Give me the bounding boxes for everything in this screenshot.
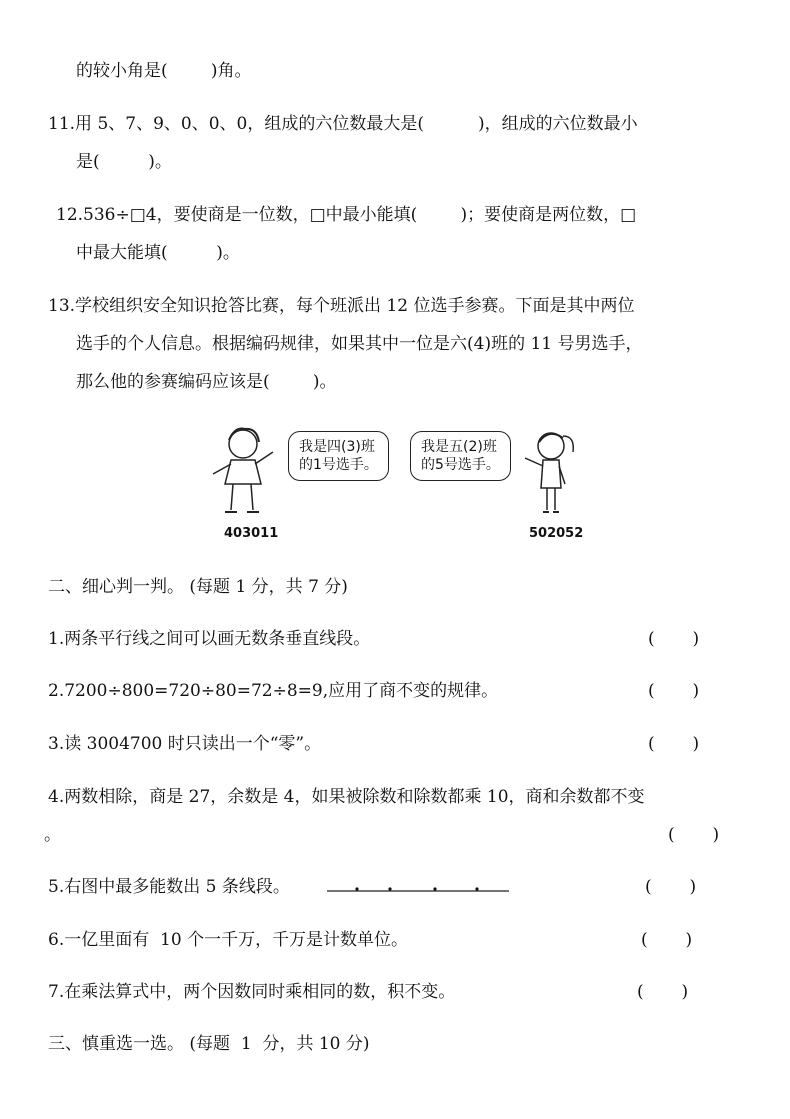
judge-item-4-tail: 。 [44,825,61,845]
section2-heading: 二、细心判一判。 (每题 1 分，共 7 分) [48,577,348,597]
judge-item-2: 2.7200÷800=720÷80=72÷8=9,应用了商不变的规律。 [48,681,499,701]
boy-speech-bubble [288,431,389,481]
judge-item-4: 4.两数相除，商是 27，余数是 4，如果被除数和除数都乘 10，商和余数都不变 [48,787,645,807]
judge-item-7: 7.在乘法算式中，两个因数同时乘相同的数，积不变。 [48,982,456,1002]
q12-line1: 12.536÷□4，要使商是一位数，□中最小能填( )；要使商是两位数，□ [56,205,637,225]
q10-continued-line: 的较小角是( )角。 [76,61,252,81]
judge-answer-1[interactable]: ( ) [648,629,700,649]
girl-figure [515,422,595,522]
section3-heading: 三、慎重选一选。 (每题 1 分，共 10 分) [48,1034,370,1054]
judge-item-1: 1.两条平行线之间可以画无数条垂直线段。 [48,629,371,649]
q13-line1: 13.学校组织安全知识抢答比赛，每个班派出 12 位选手参赛。下面是其中两位 [48,296,635,316]
judge-answer-5[interactable]: ( ) [645,877,697,897]
judge-answer-7[interactable]: ( ) [637,982,689,1002]
judge-item-3: 3.读 3004700 时只读出一个“零”。 [48,734,322,754]
q11-line2: 是( )。 [76,152,172,172]
q11-line1: 11.用 5、7、9、0、0、0，组成的六位数最大是( )，组成的六位数最小 [48,114,638,134]
judge-answer-6[interactable]: ( ) [641,930,693,950]
girl-bubble-line1: 我是五(2)班 [421,439,497,455]
girl-bubble-line2: 的5号选手。 [421,457,500,473]
q13-line2: 选手的个人信息。根据编码规律，如果其中一位是六(4)班的 11 号男选手， [76,334,643,354]
judge-answer-3[interactable]: ( ) [648,734,700,754]
judge-answer-4[interactable]: ( ) [668,825,720,845]
judge-item-5: 5.右图中最多能数出 5 条线段。 [48,877,290,897]
line-segment-figure [325,884,515,898]
boy-bubble-line1: 我是四(3)班 [299,439,375,455]
q12-line2: 中最大能填( )。 [76,243,240,263]
q13-line3: 那么他的参赛编码应该是( )。 [76,372,337,392]
girl-code: 502052 [529,526,584,541]
judge-item-6: 6.一亿里面有 10 个一千万，千万是计数单位。 [48,930,409,950]
boy-code: 403011 [224,526,279,541]
girl-speech-bubble [410,431,511,481]
boy-bubble-line2: 的1号选手。 [299,457,378,473]
boy-figure [205,422,285,522]
judge-answer-2[interactable]: ( ) [648,681,700,701]
